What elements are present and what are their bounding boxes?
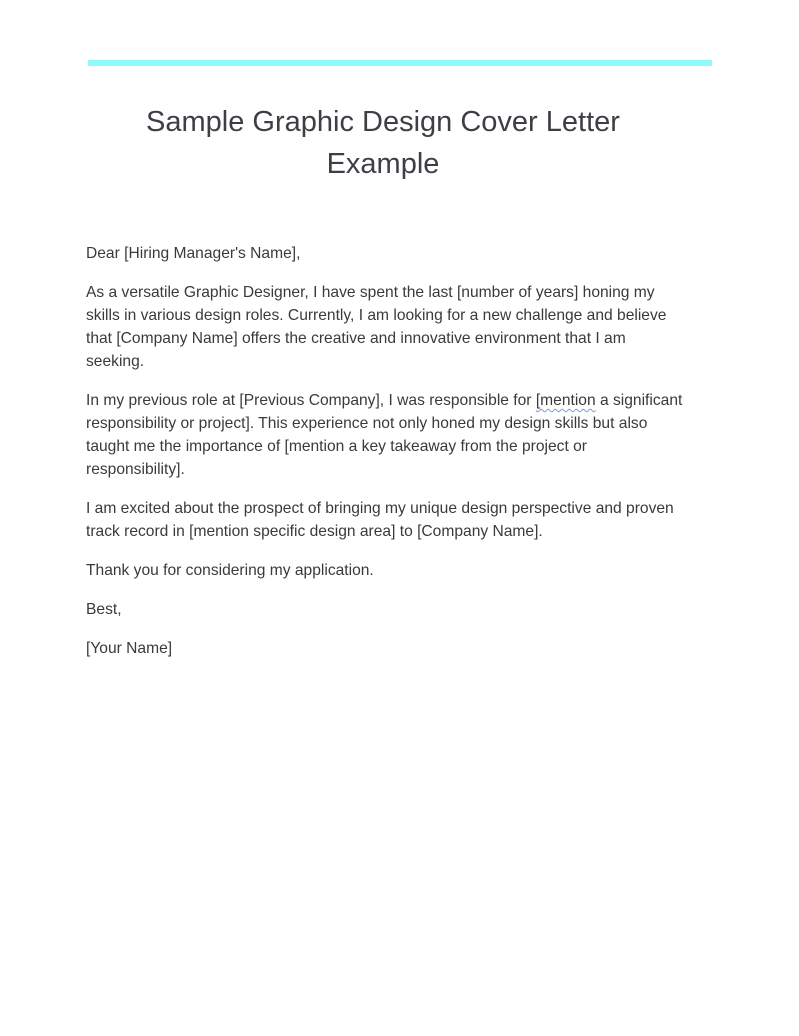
- document-title: Sample Graphic Design Cover Letter Example: [146, 106, 620, 180]
- paragraph-thanks: Thank you for considering my application.: [86, 562, 374, 579]
- paragraph-intro: As a versatile Graphic Designer, I have spent the last [number of years] honing my skills in various design roles. Currently, I am looking for a new challenge and believe that [Company Name] offers the creative and innovative environment that I am seeking.: [86, 284, 667, 370]
- paragraph-experience-before: In my previous role at [Previous Company], I was responsible for: [86, 392, 536, 409]
- closing: Best,: [86, 601, 122, 618]
- accent-bar: [88, 60, 712, 66]
- paragraph-excitement: I am excited about the prospect of bringing my unique design perspective and proven track record in [mention specific design area] to [Company Name].: [86, 500, 674, 540]
- letter-body: [86, 242, 686, 676]
- spellcheck-flagged-word[interactable]: [mention: [535, 392, 596, 409]
- salutation: Dear [Hiring Manager's Name],: [86, 245, 301, 262]
- paragraph-experience: [86, 389, 686, 481]
- paragraph-experience-after: a significant responsibility or project]. This experience not only honed my design skills but also taught me the importance of [mention a key takeaway from the project or responsibility].: [86, 392, 683, 478]
- signature: [Your Name]: [86, 640, 173, 657]
